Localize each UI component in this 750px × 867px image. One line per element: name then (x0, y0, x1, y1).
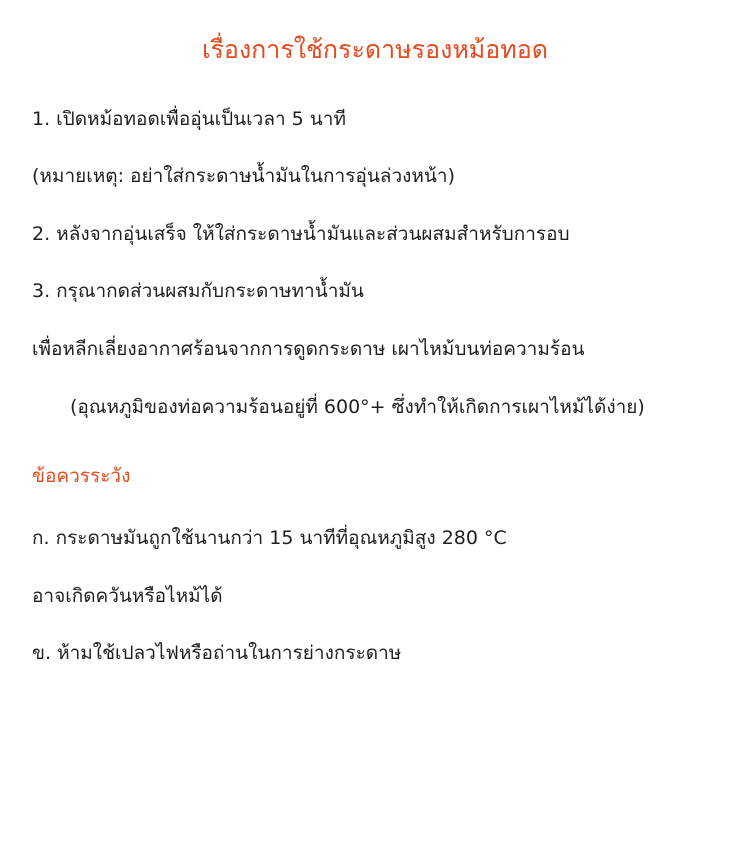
preheat-note-line: (หมายเหตุ: อย่าใส่กระดาษน้ำมันในการอุ่นล่วงหน้า) (32, 165, 455, 188)
document-body (32, 107, 718, 667)
document-page (0, 34, 750, 867)
warning-continuation-line: อาจเกิดควันหรือไหม้ได้ (32, 584, 223, 607)
warning-line: ก. กระดาษมันถูกใช้นานกว่า 15 นาทีที่อุณหภูมิสูง 280 °C (32, 526, 507, 549)
page-title: เรื่องการใช้กระดาษรองหม้อทอด (201, 35, 549, 64)
instruction-line: 3. กรุณากดส่วนผสมกับกระดาษทาน้ำมัน (32, 280, 364, 303)
warning-line: ข. ห้ามใช้เปลวไฟหรือถ่านในการย่างกระดาษ (32, 642, 402, 665)
temperature-note-line: (อุณหภูมิของท่อความร้อนอยู่ที่ 600°+ ซึ่งทำให้เกิดการเผาไหม้ได้ง่าย) (70, 395, 645, 418)
warning-heading: ข้อควรระวัง (32, 465, 131, 488)
instruction-line: 1. เปิดหม้อทอดเพื่ออุ่นเป็นเวลา 5 นาที (32, 107, 346, 130)
reason-line: เพื่อหลีกเลี่ยงอากาศร้อนจากการดูดกระดาษ เผาไหม้บนท่อความร้อน (32, 338, 585, 361)
instruction-line: 2. หลังจากอุ่นเสร็จ ให้ใส่กระดาษน้ำมันและส่วนผสมสำหรับการอบ (32, 222, 570, 245)
